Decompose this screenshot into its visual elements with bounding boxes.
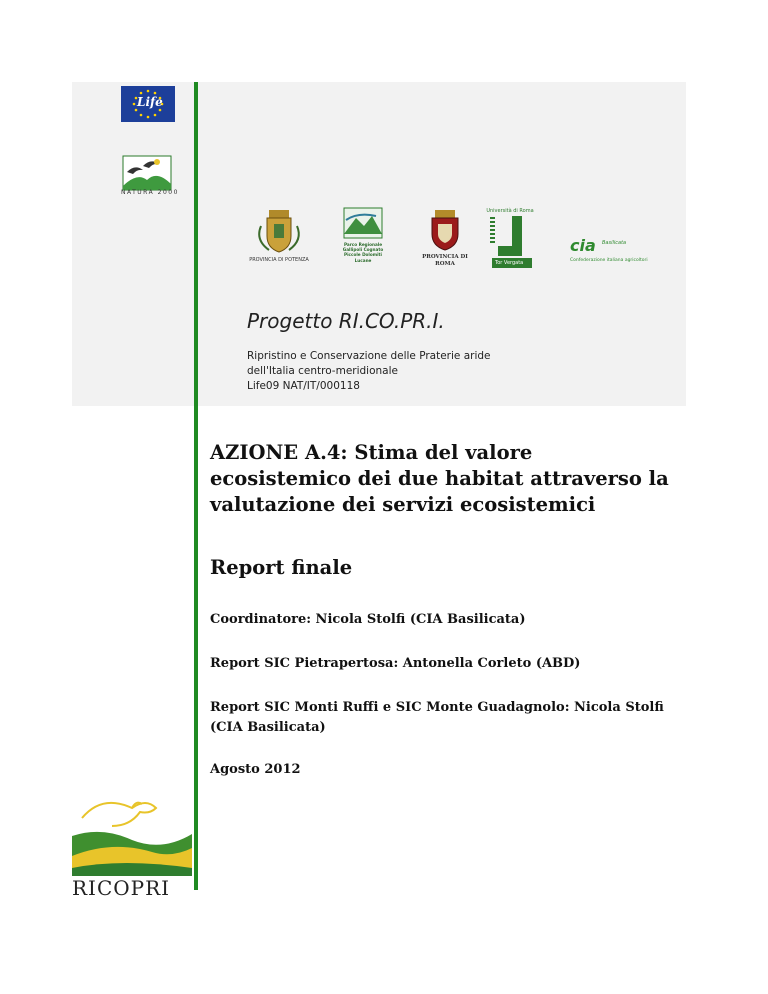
project-description-line: Ripristino e Conservazione delle Praterie aride: [247, 350, 491, 362]
parco-mountain-icon: [340, 206, 386, 240]
pietrapertosa-credit: Report SIC Pietrapertosa: Antonella Corleto (ABD): [210, 656, 581, 671]
project-title: Progetto RI.CO.PR.I.: [247, 309, 445, 333]
tor-vergata-u-icon: [482, 208, 538, 268]
report-subtitle: Report finale: [210, 556, 353, 579]
cia-full-label: Confederazione italiana agricoltori: [570, 258, 648, 263]
natura-2000-label: NATURA 2000: [121, 189, 179, 196]
report-date: Agosto 2012: [210, 762, 301, 777]
cia-region-label: Basilicata: [602, 240, 627, 246]
provincia-potenza-logo: [247, 208, 311, 266]
life-logo-text: Life: [137, 95, 163, 109]
ricopri-logo-text: RICOPRI: [72, 876, 171, 900]
tor-vergata-logo: [482, 208, 538, 268]
vertical-green-rule: [194, 82, 198, 890]
potenza-label: PROVINCIA DI POTENZA: [249, 257, 309, 263]
project-code-line: Life09 NAT/IT/000118: [247, 380, 360, 392]
cia-basilicata-logo: [570, 236, 670, 268]
roma-crest-icon: [420, 210, 470, 252]
provincia-roma-logo: [420, 210, 470, 268]
roma-label: PROVINCIA DI ROMA: [422, 254, 468, 267]
cia-word: cia: [570, 236, 596, 255]
universita-label: Università di Roma: [486, 208, 534, 214]
coordinator-credit: Coordinatore: Nicola Stolfi (CIA Basilicata): [210, 612, 526, 627]
report-title: AZIONE A.4: Stima del valore ecosistemico dei due habitat attraverso la valutazione dei servizi ecosistemici: [210, 441, 669, 516]
parco-label: Parco Regionale Gallipoli Cognato Piccole Dolomiti Lucane: [342, 242, 384, 263]
monti-ruffi-credit: Report SIC Monti Ruffi e SIC Monte Guadagnolo: Nicola Stolfi (CIA Basilicata): [210, 700, 664, 735]
tor-vergata-label: Tor Vergata: [495, 260, 524, 266]
potenza-crest-icon: [247, 208, 311, 256]
project-description-line: dell'Italia centro-meridionale: [247, 365, 398, 377]
parco-regionale-logo: [340, 206, 386, 268]
eu-life-logo: [121, 86, 175, 122]
